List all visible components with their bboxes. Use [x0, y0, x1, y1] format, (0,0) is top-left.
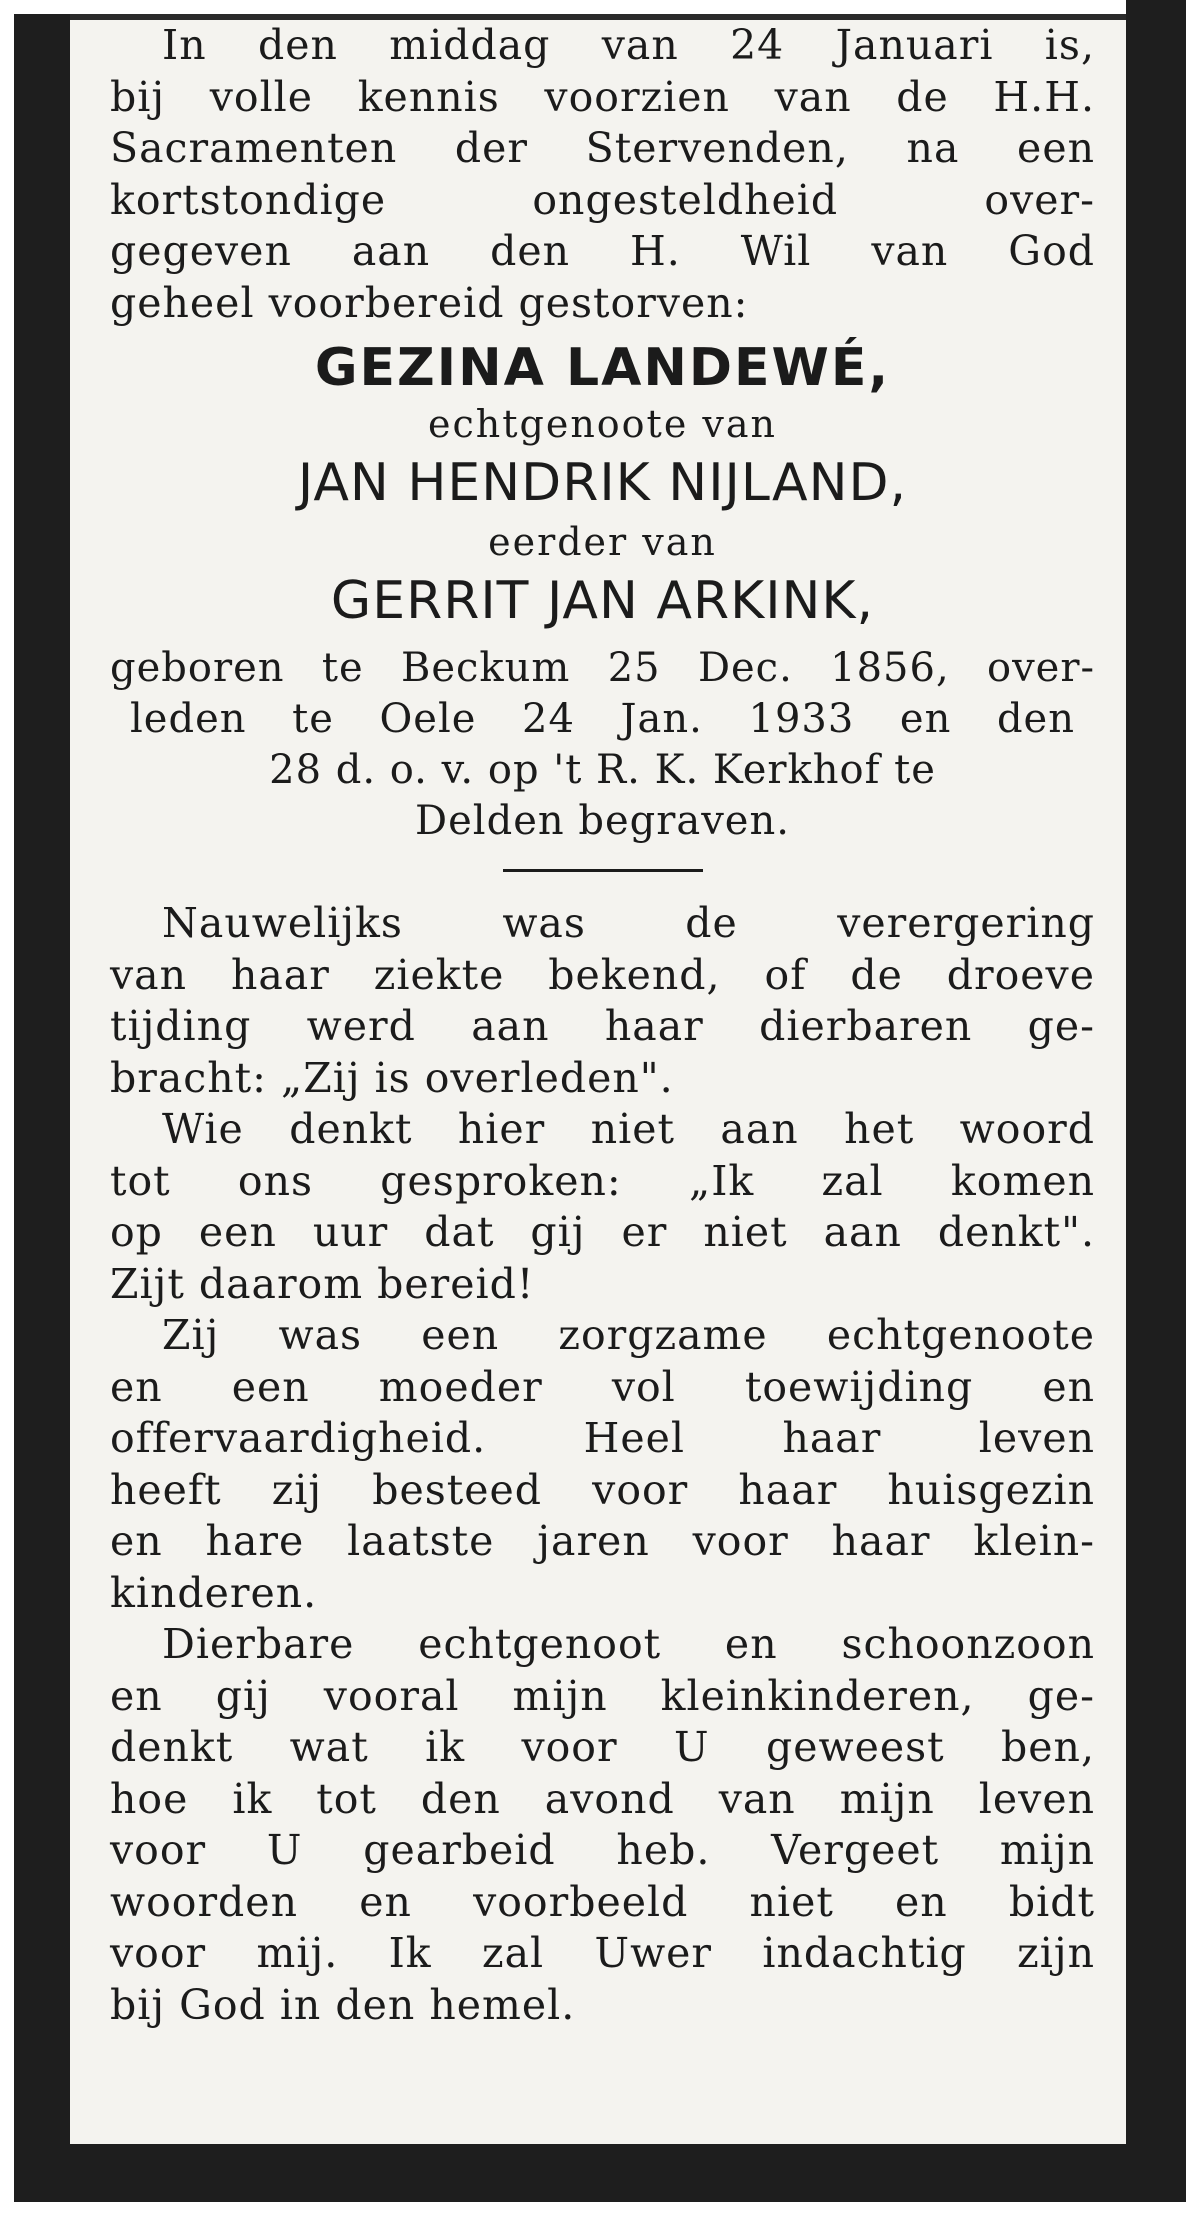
deceased-name: GEZINA LANDEWÉ, — [314, 338, 891, 398]
intro-line: bij volle kennis voorzien van de H.H. — [110, 72, 1095, 121]
intro-line: In den middag van 24 Januari is, — [162, 21, 1095, 69]
body-line: en een moeder vol toewijding en — [110, 1362, 1095, 1411]
intro-line: gegeven aan den H. Wil van God — [110, 227, 1095, 275]
body-line: Zijt daarom bereid! — [110, 1259, 535, 1308]
body-paragraph — [110, 1310, 1095, 1619]
body-line: voor U gearbeid heb. Vergeet mijn — [110, 1826, 1095, 1874]
body-line: tijding werd aan haar dierbaren ge- — [110, 1002, 1095, 1050]
relation-eerder: eerder van — [488, 520, 717, 564]
body-paragraph — [110, 1619, 1095, 2031]
body-paragraph — [110, 1104, 1095, 1310]
former-spouse-name: GERRIT JAN ARKINK, — [330, 571, 875, 631]
bottom-mourning-border — [14, 2144, 1186, 2202]
detail-line: 28 d. o. v. op 't R. K. Kerkhof te — [269, 747, 936, 793]
intro-line: geheel voorbereid gestorven: — [110, 278, 749, 327]
birth-death-details — [110, 643, 1095, 847]
body-line: Nauwelijks was de verergering — [162, 899, 1095, 947]
body-line: van haar ziekte bekend, of de droeve — [110, 950, 1095, 999]
body-line: en hare laatste jaren voor haar klein- — [110, 1517, 1095, 1565]
body-line: en gij vooral mijn kleinkinderen, ge- — [110, 1671, 1095, 1720]
body-line: Dierbare echtgenoot en schoonzoon — [162, 1620, 1095, 1668]
body-line: woorden en voorbeeld niet en bidt — [110, 1877, 1095, 1926]
body-line: denkt wat ik voor U geweest ben, — [110, 1723, 1095, 1771]
relation-echtgenoote: echtgenoote van — [428, 402, 777, 446]
card-text — [110, 20, 1095, 2031]
spouse-name: JAN HENDRIK NIJLAND, — [297, 453, 908, 513]
body-line: Wie denkt hier niet aan het woord — [162, 1105, 1095, 1153]
detail-line: geboren te Beckum 25 Dec. 1856, over- — [110, 645, 1095, 691]
intro-paragraph — [110, 20, 1095, 329]
divider-rule — [503, 869, 703, 872]
body-line: voor mij. Ik zal Uwer indachtig zijn — [110, 1929, 1095, 1977]
body-line: tot ons gesproken: „Ik zal komen — [110, 1156, 1095, 1205]
body-line: bracht: „Zij is overleden". — [110, 1053, 674, 1102]
body-line: offervaardigheid. Heel haar leven — [110, 1414, 1095, 1462]
detail-line: Delden begraven. — [415, 798, 790, 844]
intro-line: kortstondige ongesteldheid over- — [110, 175, 1095, 224]
body-line: op een uur dat gij er niet aan denkt". — [110, 1208, 1095, 1256]
body-line: Zij was een zorgzame echtgenoote — [162, 1311, 1095, 1359]
body-paragraph — [110, 898, 1095, 1104]
body-line: heeft zij besteed voor haar huisgezin — [110, 1465, 1095, 1514]
right-mourning-border — [1126, 0, 1186, 2202]
body-line: bij God in den hemel. — [110, 1980, 576, 2029]
detail-line: leden te Oele 24 Jan. 1933 en den — [130, 696, 1075, 742]
body-line: kinderen. — [110, 1568, 318, 1617]
body-line: hoe ik tot den avond van mijn leven — [110, 1774, 1095, 1823]
intro-line: Sacramenten der Stervenden, na een — [110, 124, 1095, 172]
left-mourning-border — [14, 14, 70, 2202]
